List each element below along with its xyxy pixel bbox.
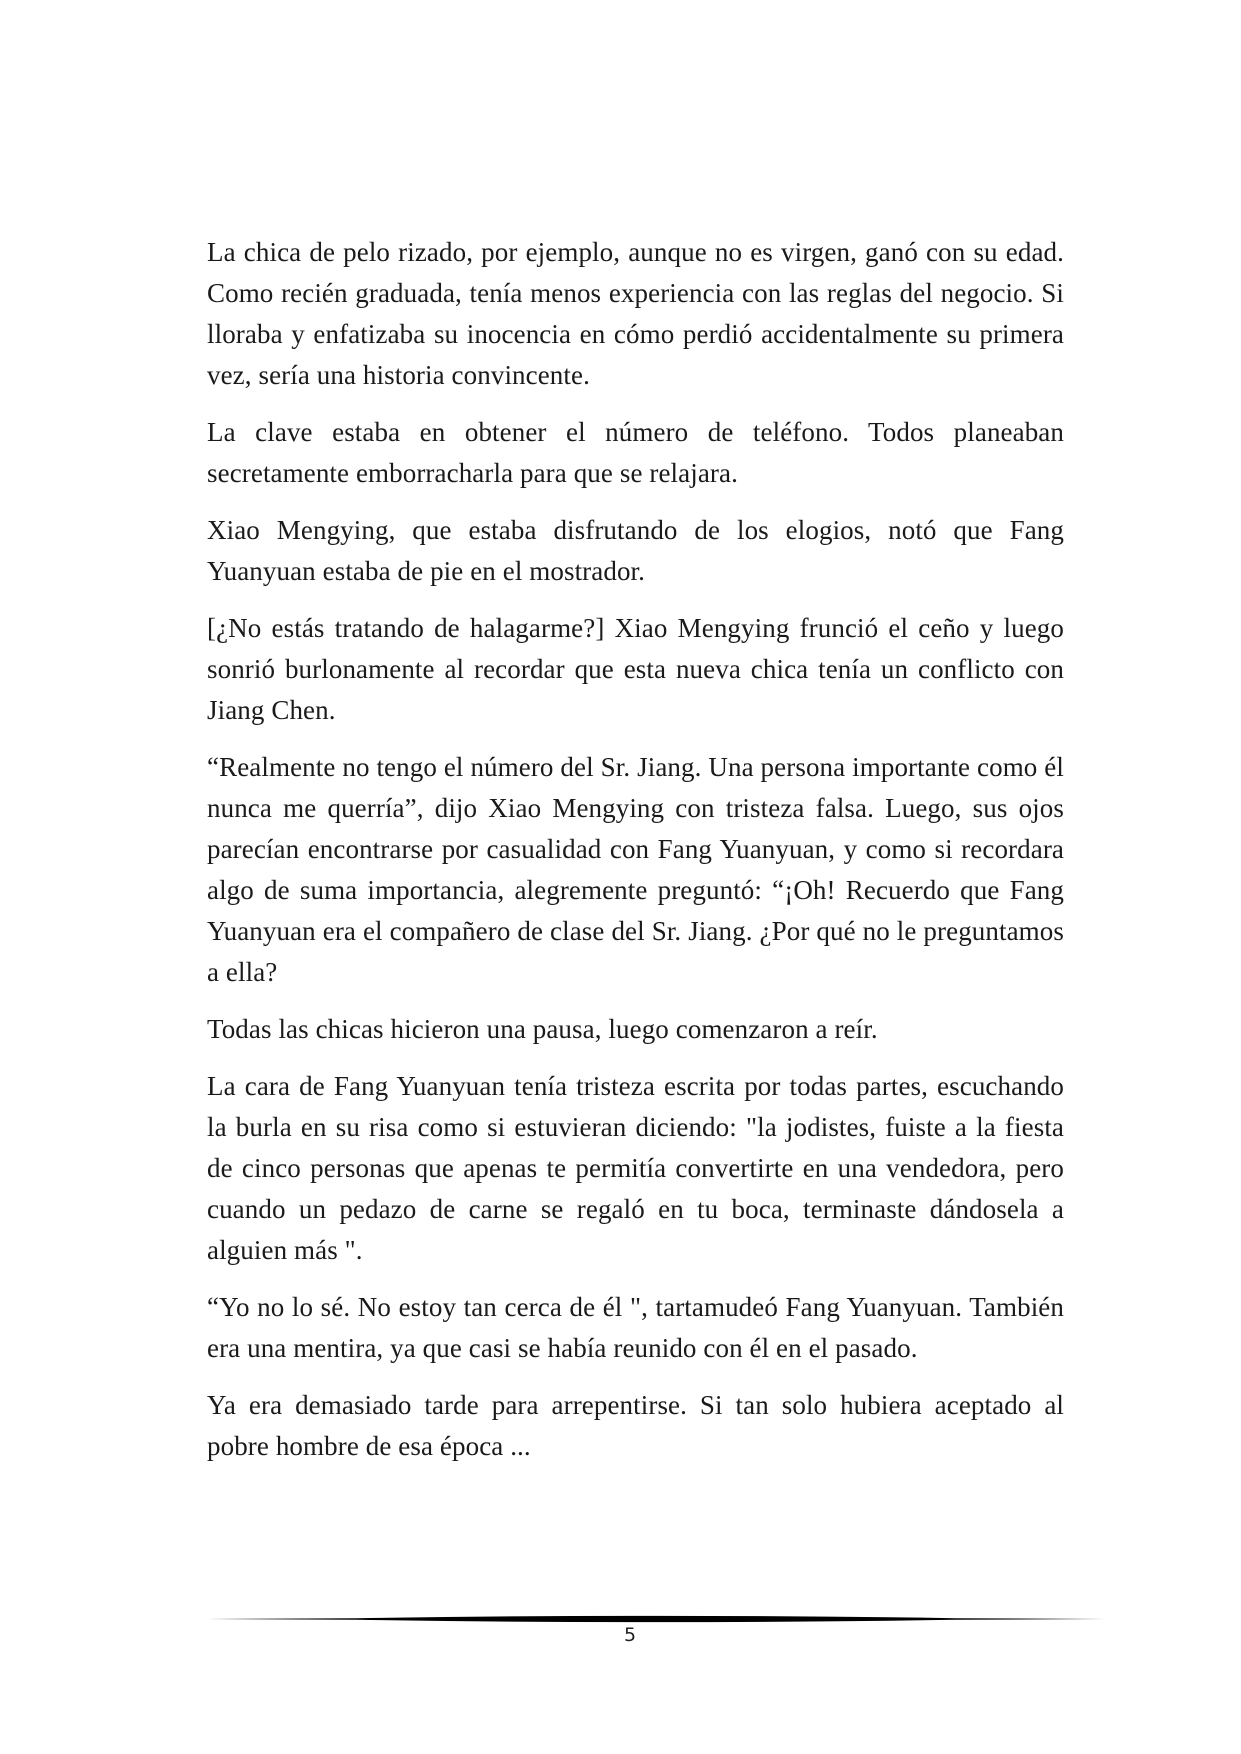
- paragraph: Xiao Mengying, que estaba disfrutando de los elogios, notó que Fang Yuanyuan estaba de pie en el mostrador.: [207, 515, 1064, 586]
- paragraph: “Realmente no tengo el número del Sr. Jiang. Una persona importante como él nunca me querría”, dijo Xiao Mengying con tristeza falsa. Luego, sus ojos parecían encontrarse por casualidad con Fang Yuanyuan, y como si recordara algo de suma importancia, alegremente preguntó: “¡Oh! Recuerdo que Fang Yuanyuan era el compañero de clase del Sr. Jiang. ¿Por qué no le preguntamos a ella?: [207, 752, 1064, 987]
- page-number: 5: [623, 1624, 637, 1646]
- paragraph: [¿No estás tratando de halagarme?] Xiao Mengying frunció el ceño y luego sonrió burlonamente al recordar que esta nueva chica tenía un conflicto con Jiang Chen.: [207, 613, 1064, 725]
- paragraph: Ya era demasiado tarde para arrepentirse. Si tan solo hubiera aceptado al pobre hombre de esa época ...: [207, 1390, 1064, 1461]
- paragraph: La clave estaba en obtener el número de teléfono. Todos planeaban secretamente emborracharla para que se relajara.: [207, 417, 1064, 488]
- paragraph: Todas las chicas hicieron una pausa, luego comenzaron a reír.: [207, 1014, 878, 1044]
- body-text: [207, 232, 1064, 1483]
- paragraph: “Yo no lo sé. No estoy tan cerca de él ", tartamudeó Fang Yuanyuan. También era una mentira, ya que casi se había reunido con él en el pasado.: [207, 1292, 1064, 1363]
- paragraph: La chica de pelo rizado, por ejemplo, aunque no es virgen, ganó con su edad. Como recién graduada, tenía menos experiencia con las reglas del negocio. Si lloraba y enfatizaba su inocencia en cómo perdió accidentalmente su primera vez, sería una historia convincente.: [207, 237, 1064, 390]
- paragraph: La cara de Fang Yuanyuan tenía tristeza escrita por todas partes, escuchando la burla en su risa como si estuvieran diciendo: "la jodistes, fuiste a la fiesta de cinco personas que apenas te permitía convertirte en una vendedora, pero cuando un pedazo de carne se regaló en tu boca, terminaste dándosela a alguien más ".: [207, 1071, 1064, 1265]
- footer-rule-swash: [207, 1616, 1105, 1622]
